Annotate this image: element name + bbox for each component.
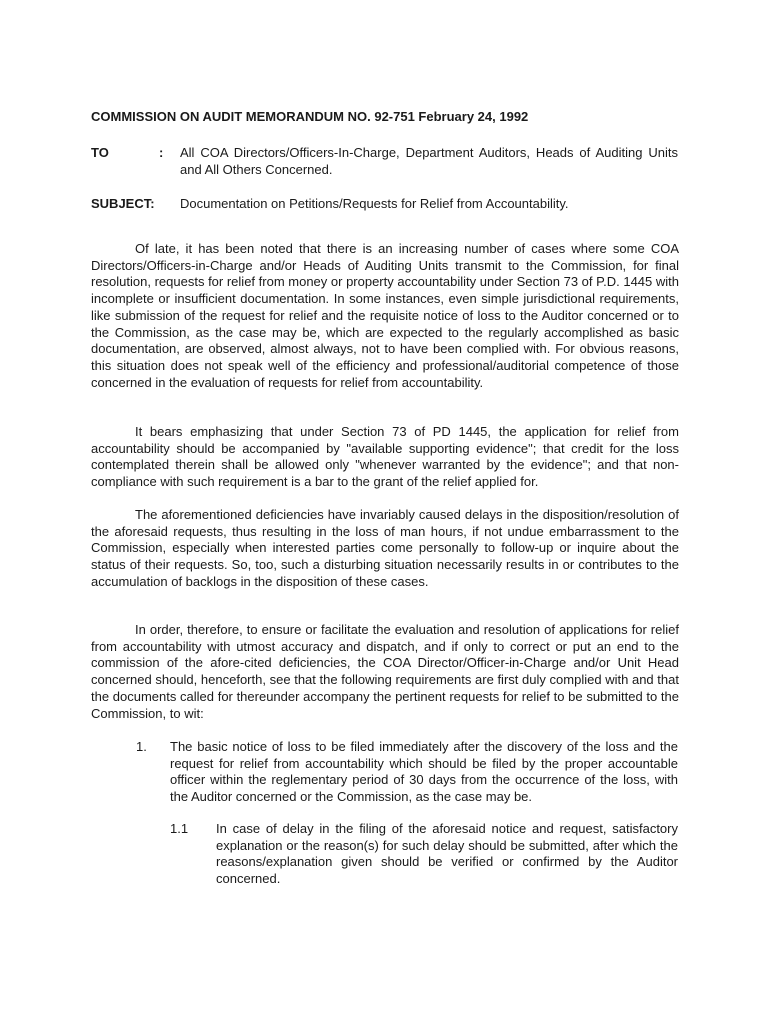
list-item-text: The basic notice of loss to be filed immediately after the discovery of the loss and the request for relief from accountability which should be filed by the proper accountable officer within the reglementary period of 30 days from the occurrence of the loss, with the Auditor concerned or the Commission, as the case may be. xyxy=(170,739,678,805)
sublist-item-text: In case of delay in the filing of the aforesaid notice and request, satisfactory explanation or the reason(s) for such delay should be submitted, after which the reasons/explanation given should be verified or confirmed by the Auditor concerned. xyxy=(216,821,678,887)
to-colon: : xyxy=(159,145,164,160)
to-label: TO xyxy=(91,145,109,160)
to-row xyxy=(91,144,679,180)
to-value: All COA Directors/Officers-In-Charge, Department Auditors, Heads of Auditing Units and All Others Concerned. xyxy=(180,145,678,177)
subject-row xyxy=(91,195,679,213)
body-paragraph-1: Of late, it has been noted that there is an increasing number of cases where some COA Directors/Officers-in-Charge and/or Heads of Auditing Units transmit to the Commission, for final resolution, requests for relief from money or property accountability under Section 73 of P.D. 1445 with incomplete or insufficient documentation. In some instances, even simple jurisdictional requirements, like submission of the request for relief and the requisite notice of loss to the Auditor concerned or to the Commission, as the case may be, which are expected to the regularly accomplished as basic documentation, are observed, almost always, not to have been complied with. For obvious reasons, this situation does not speak well of the efficiency and professional/auditorial competence of those concerned in the evaluation of requests for relief from accountability. xyxy=(91,241,679,390)
memo-title: COMMISSION ON AUDIT MEMORANDUM NO. 92-751 February 24, 1992 xyxy=(91,109,529,124)
body-paragraph-3: The aforementioned deficiencies have invariably caused delays in the disposition/resolution of the aforesaid requests, thus resulting in the loss of man hours, if not undue embarrassment to the Commission, especially when interested parties come personally to follow-up or inquire about the status of their requests. So, too, such a disturbing situation necessarily results in or contributes to the accumulation of backlogs in the disposition of these cases. xyxy=(91,507,679,589)
sublist-item-number: 1.1 xyxy=(170,821,189,836)
subject-label: SUBJECT: xyxy=(91,196,155,211)
body-paragraph-2: It bears emphasizing that under Section 73 of PD 1445, the application for relief from accountability should be accompanied by "available supporting evidence"; that credit for the loss contemplated therein shall be allowed only "whenever warranted by the evidence"; and that non-compliance with such requirement is a bar to the grant of the relief applied for. xyxy=(91,424,679,490)
body-paragraph-4: In order, therefore, to ensure or facilitate the evaluation and resolution of applications for relief from accountability with utmost accuracy and dispatch, and if only to correct or put an end to the commission of the afore-cited deficiencies, the COA Director/Officer-in-Charge and/or Unit Head concerned should, henceforth, see that the following requirements are first duly complied with and that the documents called for thereunder accompany the pertinent requests for relief to be submitted to the Commission, to wit: xyxy=(91,622,679,721)
list-item-number: 1. xyxy=(136,739,147,754)
subject-value: Documentation on Petitions/Requests for Relief from Accountability. xyxy=(180,196,569,211)
